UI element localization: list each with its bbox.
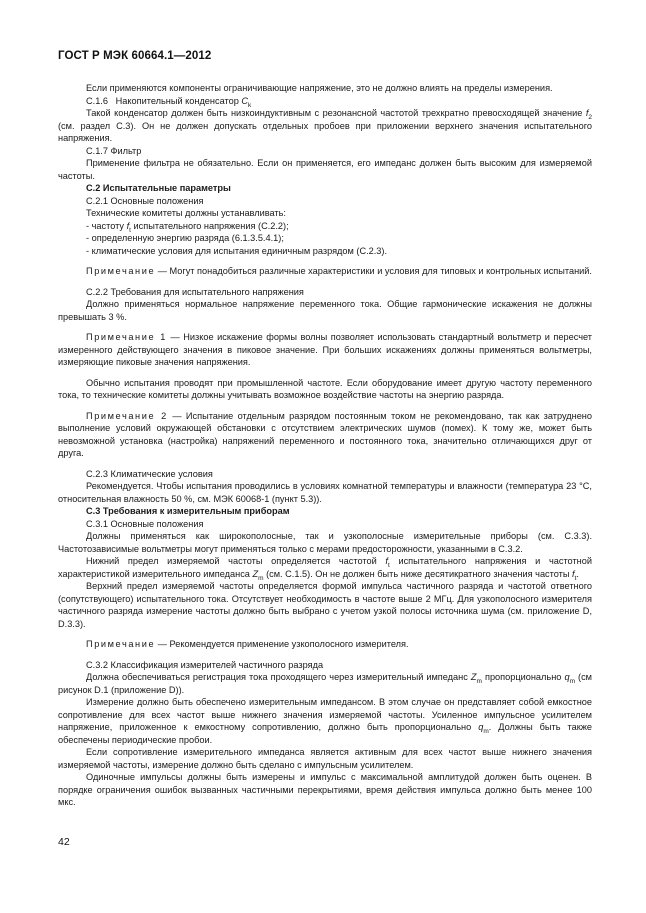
- paragraph: Должна обеспечиваться регистрация тока проходящего через измерительный импеданс $Z_m$ пропорционально $q_m$ (см рисунок D.1 (приложение D)).: [58, 672, 593, 695]
- paragraph: Если сопротивление измерительного импеданса является активным для всех частот выше нижнего значения измеряемой частоты, измерение должно быть сделано с импульсным усилителем.: [58, 747, 592, 770]
- page-number: 42: [58, 836, 70, 848]
- paragraph: Нижний предел измеряемой частоты определяется частотой $f_t$ испытательного напряжения и частотной характеристикой измерительного импеданса $Z_m$ (см. C.1.5). Он не должен быть ниже десятикратного значения частоты $f_t$.: [58, 556, 592, 582]
- subsection-heading: C.2.1 Основные положения: [86, 195, 204, 206]
- paragraph: Рекомендуется. Чтобы испытания проводились в условиях комнатной температуры и влажности (температура 23 °С, относительная влажность 50 %, см. МЭК 60068-1 (пункт 5.3)).: [58, 481, 592, 504]
- page-content: [58, 82, 592, 809]
- subsection-heading: C.3.2 Классификация измерителей частичного разряда: [86, 659, 324, 670]
- paragraph: Должно применяться нормальное напряжение переменного тока. Общие гармонические искажения не должны превышать 3 %.: [58, 299, 592, 322]
- paragraph: Одиночные импульсы должны быть измерены и импульс с максимальной амплитудой должен быть оценен. В порядке ограничения ошибок вызванных частичными перекрытиями, время действия импульса должно быть менее 100 мкс.: [58, 772, 592, 807]
- paragraph: Применение фильтра не обязательно. Если он применяется, его импеданс должен быть высоким для измеряемой частоты.: [58, 158, 592, 181]
- paragraph: Технические комитеты должны устанавливать:: [86, 208, 286, 218]
- subsection-heading: C.2.2 Требования для испытательного напряжения: [86, 286, 304, 297]
- paragraph: Такой конденсатор должен быть низкоиндуктивным с резонансной частотой трехкратно превосходящей значение $f_2$ (см. раздел C.3). Он не должен допускать отдельных пробоев при приложении верхнего значения испытательного напряжения.: [58, 108, 592, 143]
- list-item: - климатические условия для испытания единичным разрядом (C.2.3).: [86, 245, 388, 256]
- subsection-heading: C.1.6 Накопительный конденсатор $C_k$: [86, 95, 252, 109]
- paragraph: Верхний предел измеряемой частоты определяется формой импульса частичного разряда и частотой ответного (сопутствующего) испытательного тока. Отсутствует необходимость в частоте выше 2 МГц. Для узкополосного измерителя частичного разряда измерение частоты должно быть выбрано с учетом узкой полосы источника шума (см. приложение D, D.3.3).: [58, 581, 592, 629]
- subsection-heading: C.2.3 Климатические условия: [86, 468, 213, 479]
- subsection-heading: C.1.7 Фильтр: [86, 145, 142, 156]
- paragraph: Измерение должно быть обеспечено измерительным импедансом. В этом случае он представляет собой емкостное сопротивление для всех частот выше нижнего значения измеряемой частоты. Усиленное импульсное усилителем напряжение, приложенное к емкостному сопротивлению, должно быть пропорционально $q_m$. Должны быть также обеспечены периодические пробои.: [58, 697, 592, 745]
- note: Примечание 1 — Низкое искажение формы волны позволяет использовать стандартный вольтметр и пересчет измеренного действующего значения в пиковое значение. При больших искажениях должны применяться вольтметры, измеряющие пиковые значения напряжения.: [58, 332, 592, 367]
- note: Примечание — Могут понадобиться различные характеристики и условия для типовых и контрольных испытаний.: [86, 266, 592, 276]
- subsection-heading: C.3.1 Основные положения: [86, 518, 204, 529]
- note: Примечание 2 — Испытание отдельным разрядом постоянным током не рекомендовано, так как затруднено выполнение условий окружающей обстановки с отсутствием электрических шумов (помех). К тому же, может быть невозможной установка (настройка) напряжений переменного и постоянного тока, значительно отличающихся друг от друга.: [58, 410, 592, 458]
- paragraph: Должны применяться как широкополосные, так и узкополосные измерительные приборы (см. C.3.3). Частотозависимые вольтметры могут применяться только с мерами предосторожности, указанными в C.3.2.: [58, 531, 592, 554]
- page-header: ГОСТ Р МЭК 60664.1—2012: [58, 50, 212, 62]
- list-item: - частоту $f_t$ испытательного напряжения (C.2.2);: [86, 220, 289, 234]
- section-heading: C.3 Требования к измерительным приборам: [86, 506, 290, 516]
- paragraph: Обычно испытания проводят при промышленной частоте. Если оборудование имеет другую частоту переменного тока, то технические комитеты должны учитывать возможное воздействие частоты на энергию разряда.: [58, 377, 592, 400]
- section-heading: C.2 Испытательные параметры: [86, 183, 231, 193]
- list-item: - определенную энергию разряда (6.1.3.5.4.1);: [86, 233, 284, 243]
- note: Примечание — Рекомендуется применение узкополосного измерителя.: [86, 639, 409, 649]
- paragraph: Если применяются компоненты ограничивающие напряжение, это не должно влиять на пределы измерения.: [86, 83, 553, 93]
